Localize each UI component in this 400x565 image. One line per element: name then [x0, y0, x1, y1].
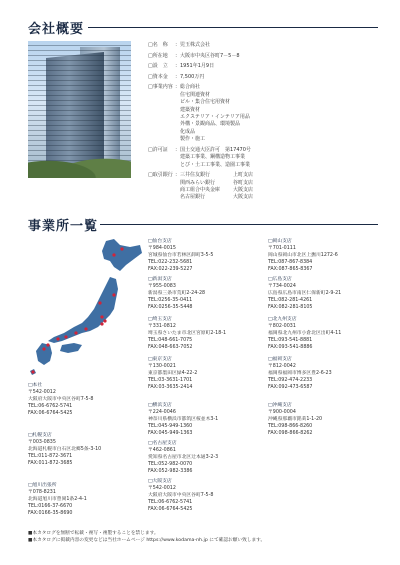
map-kyushu [36, 343, 52, 365]
bank-name: 関西みらい銀行 [175, 179, 216, 186]
office-detail-line: 北海道旭川市豊岡1条2-4-1 [28, 496, 87, 502]
office-name: □本社 [28, 383, 43, 388]
office-entry [28, 433, 140, 468]
info-value-line: 化成品 [175, 128, 196, 135]
footer-notes [28, 531, 378, 545]
office-detail-line: TEL:0166-37-6670 [28, 503, 73, 509]
office-detail-line: TEL:03-3631-1701 [148, 377, 193, 383]
info-value-line: 製作・施工 [175, 136, 206, 143]
info-value [175, 84, 378, 143]
bank-branch: 上町支店 [233, 172, 254, 179]
bank-name: 商工組合中央金庫 [175, 187, 221, 194]
info-value-line: 建築資材 [175, 106, 201, 113]
office-detail-line: 〒542-0012 [148, 485, 176, 491]
note-line: ■本カタログを無断で転載・複写・複製することを禁じます。 [28, 531, 159, 536]
office-detail-line: FAX:098-866-8262 [268, 430, 313, 436]
info-value-line: 住宅関連資材 [175, 91, 211, 98]
office-detail-line: TEL:052-982-0070 [148, 461, 193, 467]
office-name: □広島支店 [268, 277, 292, 282]
office-detail-line: TEL:092-474-2233 [268, 377, 313, 383]
office-detail-line: 〒331-0812 [148, 323, 176, 329]
office-detail-line: 神奈川県横浜市都筑区桜並木3-1 [148, 416, 219, 422]
map-dot-okinawa [31, 370, 34, 373]
office-detail-line: 〒984-0015 [148, 245, 176, 251]
office-detail-line: FAX:087-865-8367 [268, 266, 313, 272]
office-detail-line: 〒701-0111 [268, 245, 296, 251]
company-info [148, 42, 378, 205]
info-value [175, 42, 378, 49]
info-row [148, 147, 378, 169]
office-name: □福岡支店 [268, 357, 292, 362]
map-dot-sapporo [112, 253, 115, 256]
office-detail-line: 岡山県岡山市北区上撫川1272-6 [268, 252, 338, 258]
office-detail-line: 大阪府大阪市中央区谷町7-5-8 [28, 396, 94, 402]
office-detail-line: TEL:082-281-4261 [268, 297, 313, 303]
office-detail-line: TEL:048-661-7075 [148, 337, 193, 343]
info-key: □所在地 [148, 52, 168, 59]
office-detail-line: 福岡県福岡市博多区豊2-6-23 [268, 370, 332, 376]
office-detail-line: 埼玉県さいたま市北区宮原町2-18-1 [148, 330, 227, 336]
office-name: □大阪支店 [148, 479, 172, 484]
map-hokkaido [102, 239, 142, 271]
map-dot-kitakyushu [46, 343, 49, 346]
banks-key: □取引銀行 [148, 172, 173, 179]
office-detail-line: 〒955-0083 [148, 283, 176, 289]
bank-branch: 大阪支店 [233, 194, 254, 201]
company-title-rule [88, 27, 378, 28]
bank-row [175, 172, 378, 179]
office-name: □埼玉支店 [148, 317, 172, 322]
office-name: □名古屋支店 [148, 441, 177, 446]
office-detail-line: FAX:022-239-5227 [148, 266, 193, 272]
map-dot-yokohama [100, 322, 103, 325]
map-dot-osaka [74, 331, 77, 334]
office-detail-line: 福岡県北九州市小倉北区出町4-11 [268, 330, 342, 336]
office-name: □東京支店 [148, 357, 172, 362]
map-dot-fukuoka [42, 347, 45, 350]
office-detail-line: 北海道札幌市白石区北郷5条-3-10 [28, 446, 102, 452]
office-detail-line: TEL:0256-35-0411 [148, 297, 193, 303]
office-detail-line: TEL:011-872-3671 [28, 453, 73, 459]
map-dot-okayama [64, 335, 67, 338]
bank-row [175, 187, 378, 194]
office-entry [268, 317, 380, 352]
office-entry [28, 383, 140, 418]
office-detail-line: 〒734-0024 [268, 283, 296, 289]
company-section-title: 会社概要 [28, 22, 85, 37]
map-dot-tokyo [103, 319, 106, 322]
info-value-line: 外構・景観商品、環境製品 [175, 121, 241, 128]
bank-row [175, 180, 378, 187]
offices-section-title: 事業所一覧 [28, 219, 99, 234]
office-name: □新潟支店 [148, 277, 172, 282]
office-detail-line: 宮城県仙台市若林区卸町3-5-5 [148, 252, 214, 258]
office-entry [148, 277, 260, 312]
office-detail-line: 〒900-0004 [268, 409, 296, 415]
office-name: □横浜支店 [148, 403, 172, 408]
bank-name: 名古屋銀行 [175, 194, 206, 201]
office-detail-line: 〒078-8231 [28, 489, 56, 495]
map-dot-saitama [100, 315, 103, 318]
info-key: □許可証 [148, 146, 168, 153]
office-entry [148, 357, 260, 392]
info-value-line: 建築工事業、鋼構造物工事業 [175, 154, 246, 161]
office-detail-line: 〒802-0031 [268, 323, 296, 329]
bank-row [175, 194, 378, 201]
office-detail-line: FAX:045-949-1363 [148, 430, 193, 436]
map-honshu [48, 277, 118, 343]
info-value [175, 147, 378, 169]
office-entry [28, 483, 140, 518]
info-key: □事業内容 [148, 84, 173, 91]
bank-branch: 大阪支店 [233, 187, 254, 194]
office-entry [268, 403, 380, 438]
info-key: □名 称 [148, 42, 168, 48]
info-row [148, 63, 378, 70]
info-value [175, 63, 378, 70]
office-detail-line: TEL:093-541-8881 [268, 337, 313, 343]
info-value-line: ：7,500万円 [175, 73, 205, 80]
office-detail-line: TEL:022-232-5681 [148, 259, 193, 265]
office-detail-line: TEL:06-6762-5741 [28, 403, 73, 409]
offices-title-rule [100, 224, 378, 225]
info-value-line: ：総合商社 [175, 84, 201, 91]
info-key: □資本金 [148, 73, 168, 80]
map-dot-niigata [98, 301, 101, 304]
office-detail-line: 愛知県名古屋市北区辻本通3-2-3 [148, 454, 219, 460]
map-shikoku [60, 343, 82, 353]
note-line: ■本カタログに掲載内容の変更などは当社ホームページ https://www.kodama-nh.jp にて確認お願い致します。 [28, 537, 266, 543]
info-value-line: エクステリア・インテリア用品 [175, 114, 250, 120]
info-key: □設 立 [148, 63, 168, 70]
info-value-line: ビル・集合住宅用資材 [175, 99, 231, 106]
map-dot-asahikawa [120, 247, 123, 250]
office-detail-line: FAX:06-6764-5425 [148, 506, 193, 512]
building-photo [28, 41, 131, 178]
office-entry [148, 403, 260, 438]
office-detail-line: 新潟県三条市荒町2-24-28 [148, 290, 206, 296]
office-entry [148, 479, 260, 514]
office-detail-line: TEL:045-949-1360 [148, 423, 193, 429]
info-value-line: とび・土工工事業、造園工事業 [175, 161, 251, 168]
office-detail-line: FAX:0166-35-8690 [28, 510, 73, 516]
office-detail-line: 大阪府大阪市中央区谷町7-5-8 [148, 492, 214, 498]
info-value-line: ：国土交通大臣許可 第17470号 [175, 146, 251, 153]
info-value-line: ：1951年1月9日 [175, 63, 215, 70]
japan-map [28, 237, 146, 377]
map-dot-nagoya [84, 327, 87, 330]
office-entry [268, 277, 380, 312]
office-detail-line: 広島県広島市南区仁保新町2-9-21 [268, 290, 342, 296]
map-dot-sendai [112, 293, 115, 296]
office-detail-line: 〒003-0835 [28, 439, 56, 445]
office-detail-line: TEL:087-867-8384 [268, 259, 313, 265]
office-detail-line: FAX:052-982-3386 [148, 468, 193, 474]
office-entry [268, 239, 380, 274]
bank-name: ：三井住友銀行 [175, 172, 211, 179]
office-entry [268, 357, 380, 392]
office-name: □仙台支店 [148, 239, 172, 244]
office-detail-line: FAX:03-3635-2414 [148, 384, 193, 390]
office-detail-line: FAX:0256-35-5448 [148, 304, 193, 310]
office-name: □沖縄支店 [268, 403, 292, 408]
info-row [148, 42, 378, 49]
office-detail-line: FAX:092-473-6587 [268, 384, 313, 390]
office-entry [148, 441, 260, 476]
office-name: □札幌支店 [28, 433, 52, 438]
office-name: □北九州支店 [268, 317, 297, 322]
office-detail-line: 沖縄県那覇市銘苅1-1-20 [268, 416, 323, 422]
map-dot-hiroshima [56, 337, 59, 340]
office-detail-line: 〒812-0042 [268, 363, 296, 369]
office-detail-line: FAX:011-872-3685 [28, 460, 73, 466]
info-value [175, 74, 378, 81]
office-detail-line: FAX:048-663-7052 [148, 344, 193, 350]
office-detail-line: TEL:06-6762-5741 [148, 499, 193, 505]
office-detail-line: 東京都墨田区緑4-22-2 [148, 370, 198, 376]
office-detail-line: FAX:093-541-8886 [268, 344, 313, 350]
info-row [148, 84, 378, 143]
office-detail-line: 〒462-0861 [148, 447, 176, 453]
info-value-line: ：大阪市中央区谷町7－5－8 [175, 52, 240, 59]
office-detail-line: 〒542-0012 [28, 389, 56, 395]
office-detail-line: TEL:098-866-8260 [268, 423, 313, 429]
banks-row [148, 172, 378, 202]
info-value [175, 53, 378, 60]
office-name: □旭川出張所 [28, 483, 57, 488]
info-value-line: ：児玉株式会社 [175, 42, 211, 48]
office-detail-line: FAX:082-281-8105 [268, 304, 313, 310]
bank-branch: 谷町支店 [233, 179, 254, 186]
info-row [148, 74, 378, 81]
office-entry [148, 317, 260, 352]
office-detail-line: FAX:06-6764-5425 [28, 410, 73, 416]
office-detail-line: 〒224-0046 [148, 409, 176, 415]
office-detail-line: 〒130-0021 [148, 363, 176, 369]
office-entry [148, 239, 260, 274]
info-row [148, 53, 378, 60]
office-name: □岡山支店 [268, 239, 292, 244]
banks-list [175, 172, 378, 202]
